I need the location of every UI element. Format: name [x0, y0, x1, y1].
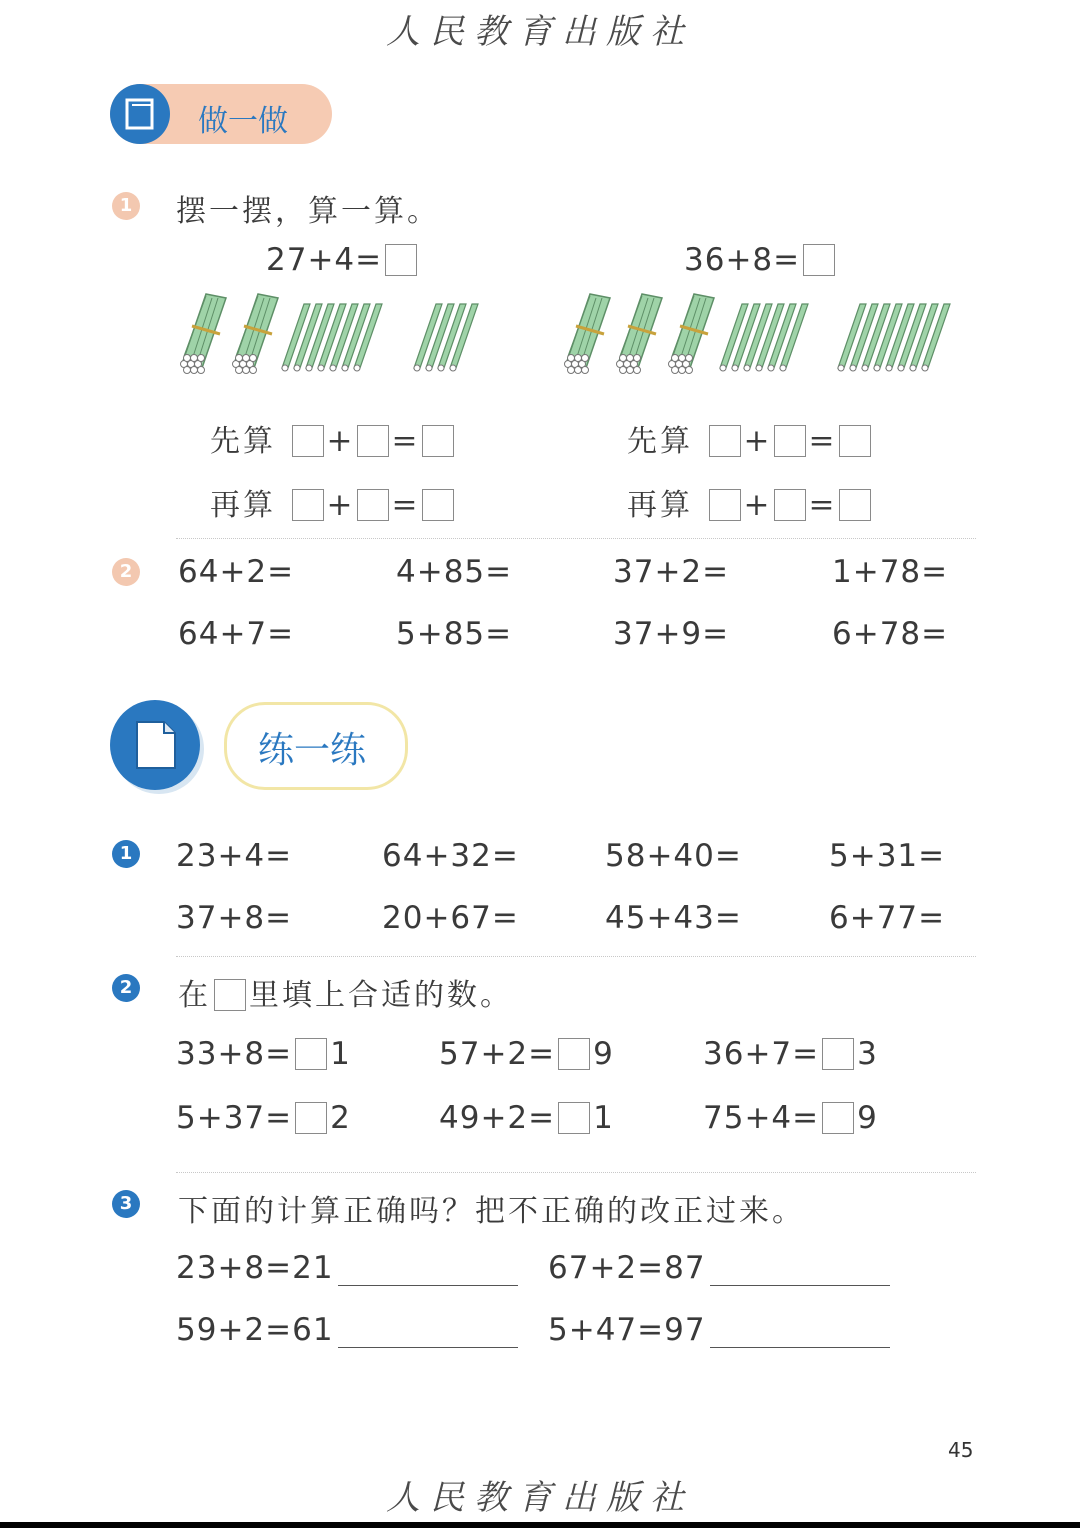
exercise-item: 64+7=	[178, 616, 295, 652]
exercise-item: 5+31=	[829, 838, 946, 874]
instruction-part: 里填上合适的数。	[249, 978, 513, 1013]
divider	[176, 956, 976, 957]
exercise-item: 37+2=	[613, 554, 730, 590]
answer-box[interactable]	[774, 489, 806, 521]
question-instruction: 摆一摆，算一算。	[176, 194, 440, 229]
answer-box[interactable]	[558, 1102, 590, 1134]
equation-left	[266, 242, 420, 278]
answer-box[interactable]	[774, 425, 806, 457]
question-number-2: 2	[112, 974, 140, 1002]
answer-box[interactable]	[292, 425, 324, 457]
divider	[176, 1172, 976, 1173]
first-label: 先算	[210, 424, 276, 459]
exercise-item: 23+4=	[176, 838, 293, 874]
then-label: 再算	[627, 488, 693, 523]
exercise-item: 5+85=	[396, 616, 513, 652]
question-number-1: 1	[112, 192, 140, 220]
answer-box[interactable]	[709, 489, 741, 521]
fill-item: 75+4= 9	[703, 1100, 878, 1136]
fill-item: 5+37= 2	[176, 1100, 351, 1136]
answer-line[interactable]	[710, 1319, 890, 1348]
exercise-item: 6+77=	[829, 900, 946, 936]
answer-box[interactable]	[385, 244, 417, 276]
divider	[176, 538, 976, 539]
exercise-item: 6+78=	[832, 616, 949, 652]
first-calc-right: 先算 + =	[627, 416, 874, 460]
then-label: 再算	[210, 488, 276, 523]
answer-line[interactable]	[338, 1319, 518, 1348]
fill-item: 57+2= 9	[439, 1036, 614, 1072]
answer-box[interactable]	[295, 1102, 327, 1134]
answer-box[interactable]	[357, 425, 389, 457]
answer-box[interactable]	[822, 1038, 854, 1070]
answer-box[interactable]	[295, 1038, 327, 1070]
question-instruction	[178, 970, 513, 1014]
answer-line[interactable]	[338, 1257, 518, 1286]
answer-box[interactable]	[709, 425, 741, 457]
fill-item: 36+7= 3	[703, 1036, 878, 1072]
answer-box[interactable]	[839, 425, 871, 457]
exercise-item: 1+78=	[832, 554, 949, 590]
exercise-item: 20+67=	[382, 900, 519, 936]
exercise-item: 64+32=	[382, 838, 519, 874]
answer-box[interactable]	[803, 244, 835, 276]
check-item: 23+8=21	[176, 1250, 518, 1286]
sticks-illustration-right	[556, 286, 980, 376]
answer-box[interactable]	[292, 489, 324, 521]
question-instruction: 下面的计算正确吗？把不正确的改正过来。	[178, 1194, 805, 1229]
question-number-2: 2	[112, 558, 140, 586]
question-number-1: 1	[112, 840, 140, 868]
check-item: 5+47=97	[548, 1312, 890, 1348]
then-calc-left: 再算 + =	[210, 480, 457, 524]
exercise-item: 64+2=	[178, 554, 295, 590]
answer-box[interactable]	[422, 425, 454, 457]
bottom-edge	[0, 1522, 1080, 1528]
equation-text: 27+4=	[266, 242, 383, 278]
answer-box[interactable]	[357, 489, 389, 521]
first-label: 先算	[627, 424, 693, 459]
exercise-item: 58+40=	[605, 838, 742, 874]
question-number-3: 3	[112, 1190, 140, 1218]
exercise-item: 37+9=	[613, 616, 730, 652]
check-item: 59+2=61	[176, 1312, 518, 1348]
example-box	[214, 979, 246, 1011]
exercise-item: 4+85=	[396, 554, 513, 590]
section-title-do: 做一做	[198, 104, 288, 139]
equation-text: 36+8=	[684, 242, 801, 278]
answer-box[interactable]	[558, 1038, 590, 1070]
answer-box[interactable]	[839, 489, 871, 521]
answer-line[interactable]	[710, 1257, 890, 1286]
instruction-part: 在	[178, 978, 211, 1013]
book-icon	[110, 84, 170, 144]
publisher-header: 人民教育出版社	[386, 12, 694, 52]
fill-item: 49+2= 1	[439, 1100, 614, 1136]
section-title-practice: 练一练	[258, 730, 367, 771]
sticks-illustration-left	[170, 286, 500, 376]
page-number: 45	[948, 1438, 974, 1462]
fill-item: 33+8= 1	[176, 1036, 351, 1072]
exercise-item: 37+8=	[176, 900, 293, 936]
exercise-item: 45+43=	[605, 900, 742, 936]
answer-box[interactable]	[422, 489, 454, 521]
first-calc-left: 先算 + =	[210, 416, 457, 460]
check-item: 67+2=87	[548, 1250, 890, 1286]
answer-box[interactable]	[822, 1102, 854, 1134]
then-calc-right: 再算 + =	[627, 480, 874, 524]
equation-right	[684, 242, 838, 278]
page-icon	[110, 700, 200, 790]
publisher-footer: 人民教育出版社	[386, 1478, 694, 1518]
